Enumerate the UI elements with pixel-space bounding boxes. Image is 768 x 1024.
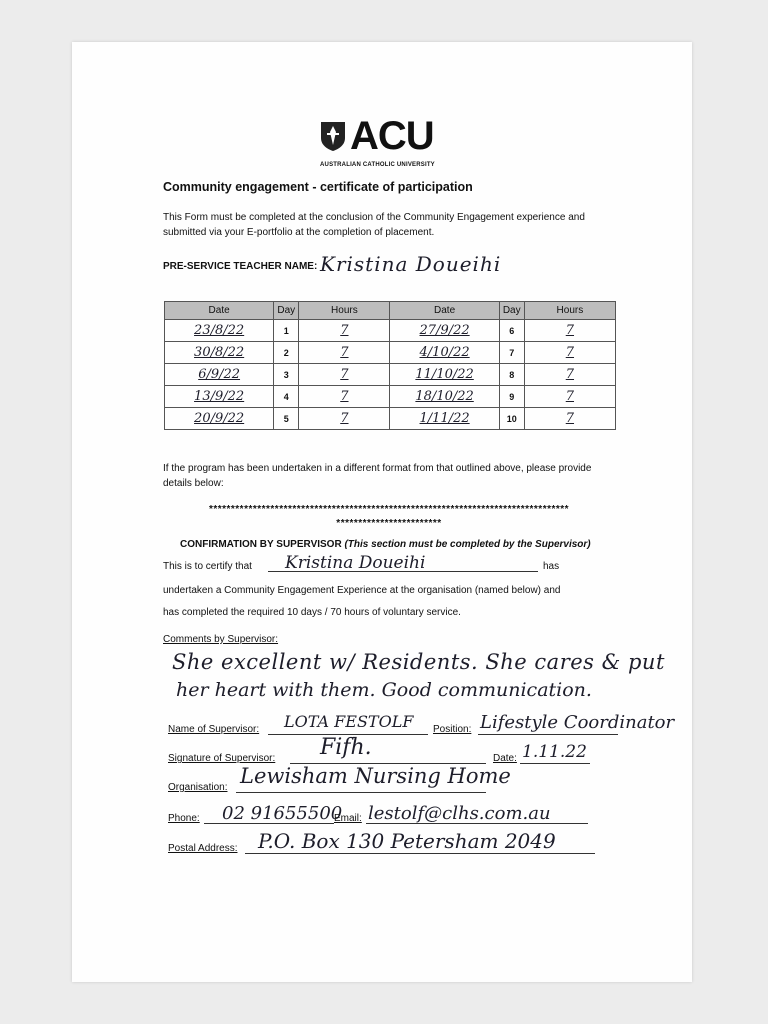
day-cell: 2	[274, 342, 299, 364]
page-title: Community engagement - certificate of participation	[163, 180, 473, 194]
email-label: Email:	[334, 813, 362, 824]
acu-shield-icon	[320, 120, 346, 152]
phone-label: Phone:	[168, 813, 200, 824]
date-line	[520, 763, 590, 764]
day-cell: 1	[274, 320, 299, 342]
postal-label: Postal Address:	[168, 843, 238, 854]
date-cell: 13/9/22	[194, 389, 245, 404]
confirmation-heading-italic: (This section must be completed by the Supervisor)	[344, 539, 591, 550]
organisation-line	[236, 792, 486, 793]
logo-subtitle: AUSTRALIAN CATHOLIC UNIVERSITY	[320, 162, 435, 168]
signature-label: Signature of Supervisor:	[168, 753, 276, 764]
date-cell: 27/9/22	[419, 323, 470, 338]
hours-table	[164, 301, 616, 430]
comments-line-2: her heart with them. Good communication.	[176, 679, 592, 701]
date-cell: 4/10/22	[419, 345, 470, 360]
organisation-value: Lewisham Nursing Home	[240, 764, 511, 788]
separator-stars: **********************************************************************************	[208, 504, 570, 515]
date-cell: 1/11/22	[419, 411, 470, 426]
header-day-1: Day	[274, 302, 299, 320]
logo-wordmark: ACU	[350, 114, 434, 158]
hours-cell: 7	[565, 345, 575, 360]
hours-cell: 7	[340, 367, 349, 382]
hours-cell: 7	[565, 367, 575, 382]
position-value: Lifestyle Coordinator	[480, 712, 675, 733]
date-cell: 6/9/22	[198, 367, 241, 382]
table-row	[165, 408, 616, 430]
hours-cell: 7	[340, 323, 349, 338]
date-cell: 30/8/22	[194, 345, 245, 360]
header-day-2: Day	[499, 302, 524, 320]
header-hours-2: Hours	[524, 302, 615, 320]
comments-line-1: She excellent w/ Residents. She cares & put	[172, 650, 665, 674]
date-cell: 11/10/22	[415, 367, 474, 382]
day-cell: 10	[499, 408, 524, 430]
table-header-row	[165, 302, 616, 320]
intro-text: This Form must be completed at the conclusion of the Community Engagement experience and submitted via your E-portfolio at the completion of placement.	[163, 212, 585, 238]
hours-cell: 7	[565, 389, 575, 404]
postal-line	[245, 853, 595, 854]
teacher-name-label: PRE-SERVICE TEACHER NAME:	[163, 261, 318, 272]
hours-cell: 7	[340, 411, 349, 426]
hours-cell: 7	[565, 411, 575, 426]
certify-suffix: has	[543, 561, 560, 572]
date-value: 1.11.22	[522, 742, 587, 762]
position-line	[478, 734, 618, 735]
day-cell: 3	[274, 364, 299, 386]
certify-line-3: has completed the required 10 days / 70 hours of voluntary service.	[163, 607, 461, 618]
format-note: If the program has been undertaken in a different format from that outlined above, please provide details below:	[163, 463, 592, 489]
confirmation-heading	[180, 539, 591, 550]
hours-cell: 7	[340, 389, 349, 404]
day-cell: 5	[274, 408, 299, 430]
header-date-2: Date	[390, 302, 499, 320]
phone-value: 02 91655500	[222, 803, 343, 824]
signature-value: Fifh.	[320, 735, 372, 760]
day-cell: 4	[274, 386, 299, 408]
date-cell: 23/8/22	[194, 323, 245, 338]
postal-value: P.O. Box 130 Petersham 2049	[258, 829, 556, 853]
certify-prefix: This is to certify that	[163, 561, 252, 572]
certify-name-value: Kristina Doueihi	[285, 553, 426, 573]
day-cell: 6	[499, 320, 524, 342]
table-row	[165, 386, 616, 408]
teacher-name-value: Kristina Doueihi	[320, 252, 502, 276]
separator-stars-short: ************************	[336, 518, 442, 529]
comments-label: Comments by Supervisor:	[163, 634, 279, 645]
organisation-label: Organisation:	[168, 782, 228, 793]
supervisor-name-label: Name of Supervisor:	[168, 724, 260, 735]
date-cell: 20/9/22	[194, 411, 245, 426]
table-row	[165, 342, 616, 364]
position-label: Position:	[433, 724, 472, 735]
acu-logo	[320, 114, 460, 168]
date-label: Date:	[493, 753, 517, 764]
day-cell: 9	[499, 386, 524, 408]
table-row	[165, 320, 616, 342]
hours-cell: 7	[340, 345, 349, 360]
hours-cell: 7	[565, 323, 575, 338]
certify-line-2: undertaken a Community Engagement Experience at the organisation (named below) and	[163, 585, 561, 596]
header-date-1: Date	[165, 302, 274, 320]
confirmation-heading-bold: CONFIRMATION BY SUPERVISOR	[180, 539, 342, 550]
date-cell: 18/10/22	[415, 389, 474, 404]
header-hours-1: Hours	[299, 302, 390, 320]
supervisor-name-value: LOTA FESTOLF	[284, 712, 414, 731]
email-value: lestolf@clhs.com.au	[368, 803, 551, 824]
table-row	[165, 364, 616, 386]
day-cell: 8	[499, 364, 524, 386]
day-cell: 7	[499, 342, 524, 364]
